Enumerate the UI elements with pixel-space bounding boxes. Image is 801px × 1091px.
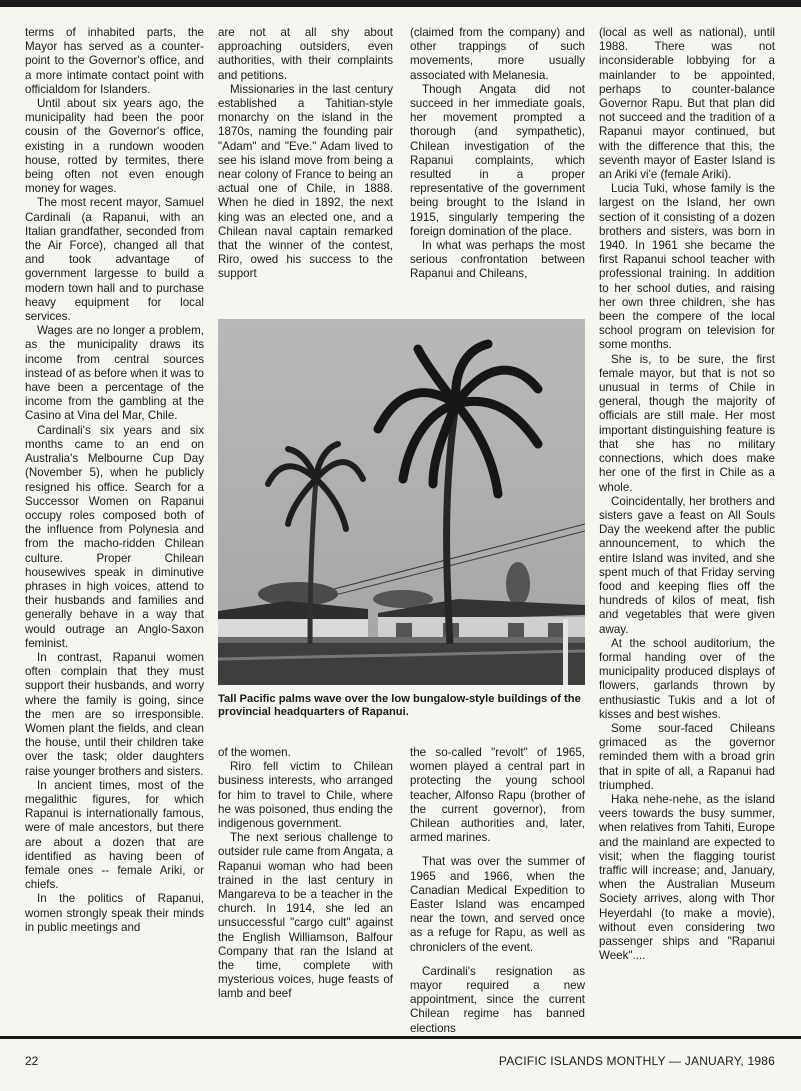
running-title: PACIFIC ISLANDS MONTHLY — JANUARY, 1986 <box>498 1054 775 1068</box>
paragraph: Some sour-faced Chileans grimaced as the governor reminded them with a broad grin that in spite of all, a Rapanui had triumphed. <box>599 721 775 792</box>
paragraph: In contrast, Rapanui women often complain that they must support their husbands, and worry where the family is going, since the men are so irresponsible. Women plant the fields, and clean the house, until their children take over the task; older daughters raise younger brothers and sisters. <box>25 650 204 778</box>
paragraph: Riro fell victim to Chilean business interests, who arranged for him to travel to Chile, where he was poisoned, thus ending the indigenous government. <box>218 760 393 831</box>
column-3-bottom <box>410 746 585 1036</box>
paragraph: Until about six years ago, the municipality had been the poor cousin of the Governor's office, existing in a rundown wooden house, rotted by termites, there being often not even enough money for wages. <box>25 97 204 196</box>
paragraph: Lucia Tuki, whose family is the largest on the Island, her own section of it consisting of a dozen brothers and sisters, was born in 1940. In 1961 she became the first Rapanui school teacher with professional training. In addition to her school duties, and raising her own three children, she has been the compere of the local school program on television for some months. <box>599 182 775 352</box>
column-2-top <box>218 26 393 282</box>
column-3-top <box>410 26 585 282</box>
column-4 <box>599 26 775 963</box>
paragraph: In the politics of Rapanui, women strongly speak their minds in public meetings and <box>25 892 204 934</box>
paragraph: (local as well as national), until 1988. There was not inconsiderable lobbying for a mainlander to be appointed, perhaps to counter-balance Governor Rapu. But that plan did not succeed and the tradition of a Rapanui mayor continued, but with the difference that this, the seventh mayor of Easter Island is an Ariki vi'e (female Ariki). <box>599 26 775 182</box>
paragraph: In what was perhaps the most serious confrontation between Rapanui and Chileans, <box>410 239 585 281</box>
paragraph: That was over the summer of 1965 and 1966, when the Canadian Medical Expedition to Easter Island was encamped near the town, and served once as a refuge for Rapu, as well as chroniclers of the event. <box>410 855 585 954</box>
paragraph: She is, to be sure, the first female mayor, but that is not so unusual in terms of Chile in general, though the majority of officials are still male. Her most important distinguishing feature is that she has no military connections, which does make her one of the first in Chile as a whole. <box>599 352 775 494</box>
paragraph: are not at all shy about approaching outsiders, even authorities, with their complaints and petitions. <box>218 26 393 82</box>
paragraph: Missionaries in the last century established a Tahitian-style monarchy on the island in the 1870s, naming the founding pair "Adam" and "Eve." Adam lived to see his island move from being a near colony of France to being an actual one of Chile, in 1888. When he died in 1892, the next king was an elected one, and a Chilean naval captain remarked that the winner of the contest, Riro, owed his success to the support <box>218 82 393 281</box>
paragraph: At the school auditorium, the formal handing over of the municipality produced displays of flowers, garlands thrown by enthusiastic Tukis and a lot of kisses and best wishes. <box>599 636 775 721</box>
paragraph: Cardinali's six years and six months came to an end on Australia's Melbourne Cup Day (November 5), when he publicly resigned his office. Search for a Successor Women on Rapanui occupy roles composed both of the influence from Polynesia and from the macho-ridden Chilean culture. Proper Chilean housewives speak in diminutive phrases in high voices, attend to their husbands and families and generally behave in a way that would outrage an Anglo-Saxon feminist. <box>25 423 204 650</box>
top-rule <box>0 0 801 7</box>
paragraph: Cardinali's resignation as mayor required a new appointment, since the current Chilean regime has banned elections <box>410 964 585 1035</box>
paragraph: The next serious challenge to outsider rule came from Angata, a Rapanui woman who had been trained in the last century in Mangareva to be a teacher in the church. In 1914, she led an unsuccessful "cargo cult" against the English Williamson, Balfour Company that ran the Island at the time, complete with mysterious voices, huge feasts of lamb and beef <box>218 831 393 1001</box>
paragraph: Haka nehe-nehe, as the island veers towards the busy summer, when relatives from Tahiti, Europe and the mainland are expected to visit; when the flagging tourist traffic will increase; and, January, when the Australian Museum Society arrives, along with Thor Heyerdahl (to make a movie), without even considering two passenger ships and "Rapanui Week".... <box>599 792 775 963</box>
paragraph: Though Angata did not succeed in her immediate goals, her movement prompted a thorough (and sympathetic), Chilean investigation of the Rapanui complaints, which resulted in a proper representative of the government being brought to the Island in 1915, singularly tempering the foreign domination of the place. <box>410 82 585 238</box>
paragraph: In ancient times, most of the megalithic figures, for which Rapanui is internationally famous, were of male ancestors, but there are about a dozen that are identified as having been of female ones -- female Ariki, or chiefs. <box>25 778 204 892</box>
column-1 <box>25 26 204 935</box>
paragraph: of the women. <box>218 746 291 759</box>
photo-caption: Tall Pacific palms wave over the low bungalow-style buildings of the provincial headquarters of Rapanui. <box>218 693 581 718</box>
paragraph: the so-called "revolt" of 1965, women played a central part in protecting the young school teacher, Alfonso Rapu (brother of the current governor), from Chilean authorities and, later, armed marines. <box>410 746 585 845</box>
paragraph: The most recent mayor, Samuel Cardinali (a Rapanui, with an Italian grandfather, seconded from the Air Force), changed all that and took advantage of government largesse to build a modern town hall and to purchase heavy equipment for local services. <box>25 196 204 324</box>
page-number: 22 <box>25 1054 39 1068</box>
paragraph: Coincidentally, her brothers and sisters gave a feast on All Souls Day the weekend after the public announcement, to which the entire Island was invited, and she spent much of that Friday serving food and keeping flies off the hundreds of kilos of meat, fish and vegetables that were given away. <box>599 494 775 636</box>
photo-illustration <box>218 319 585 685</box>
paragraph: Wages are no longer a problem, as the municipality draws its income from central sources instead of as before when it was to have been a percentage of the income from the gambling at the Casino at Vina del Mar, Chile. <box>25 324 204 423</box>
palm-trees-photo <box>218 319 585 685</box>
column-2-bottom <box>218 746 393 1002</box>
paragraph: terms of inhabited parts, the Mayor has served as a counter-point to the Governor's office, and a more intimate contact point with officialdom for Islanders. <box>25 26 204 96</box>
paragraph: (claimed from the company) and other trappings of such movements, more usually associated with Melanesia. <box>410 26 585 82</box>
footer-rule <box>0 1036 801 1039</box>
